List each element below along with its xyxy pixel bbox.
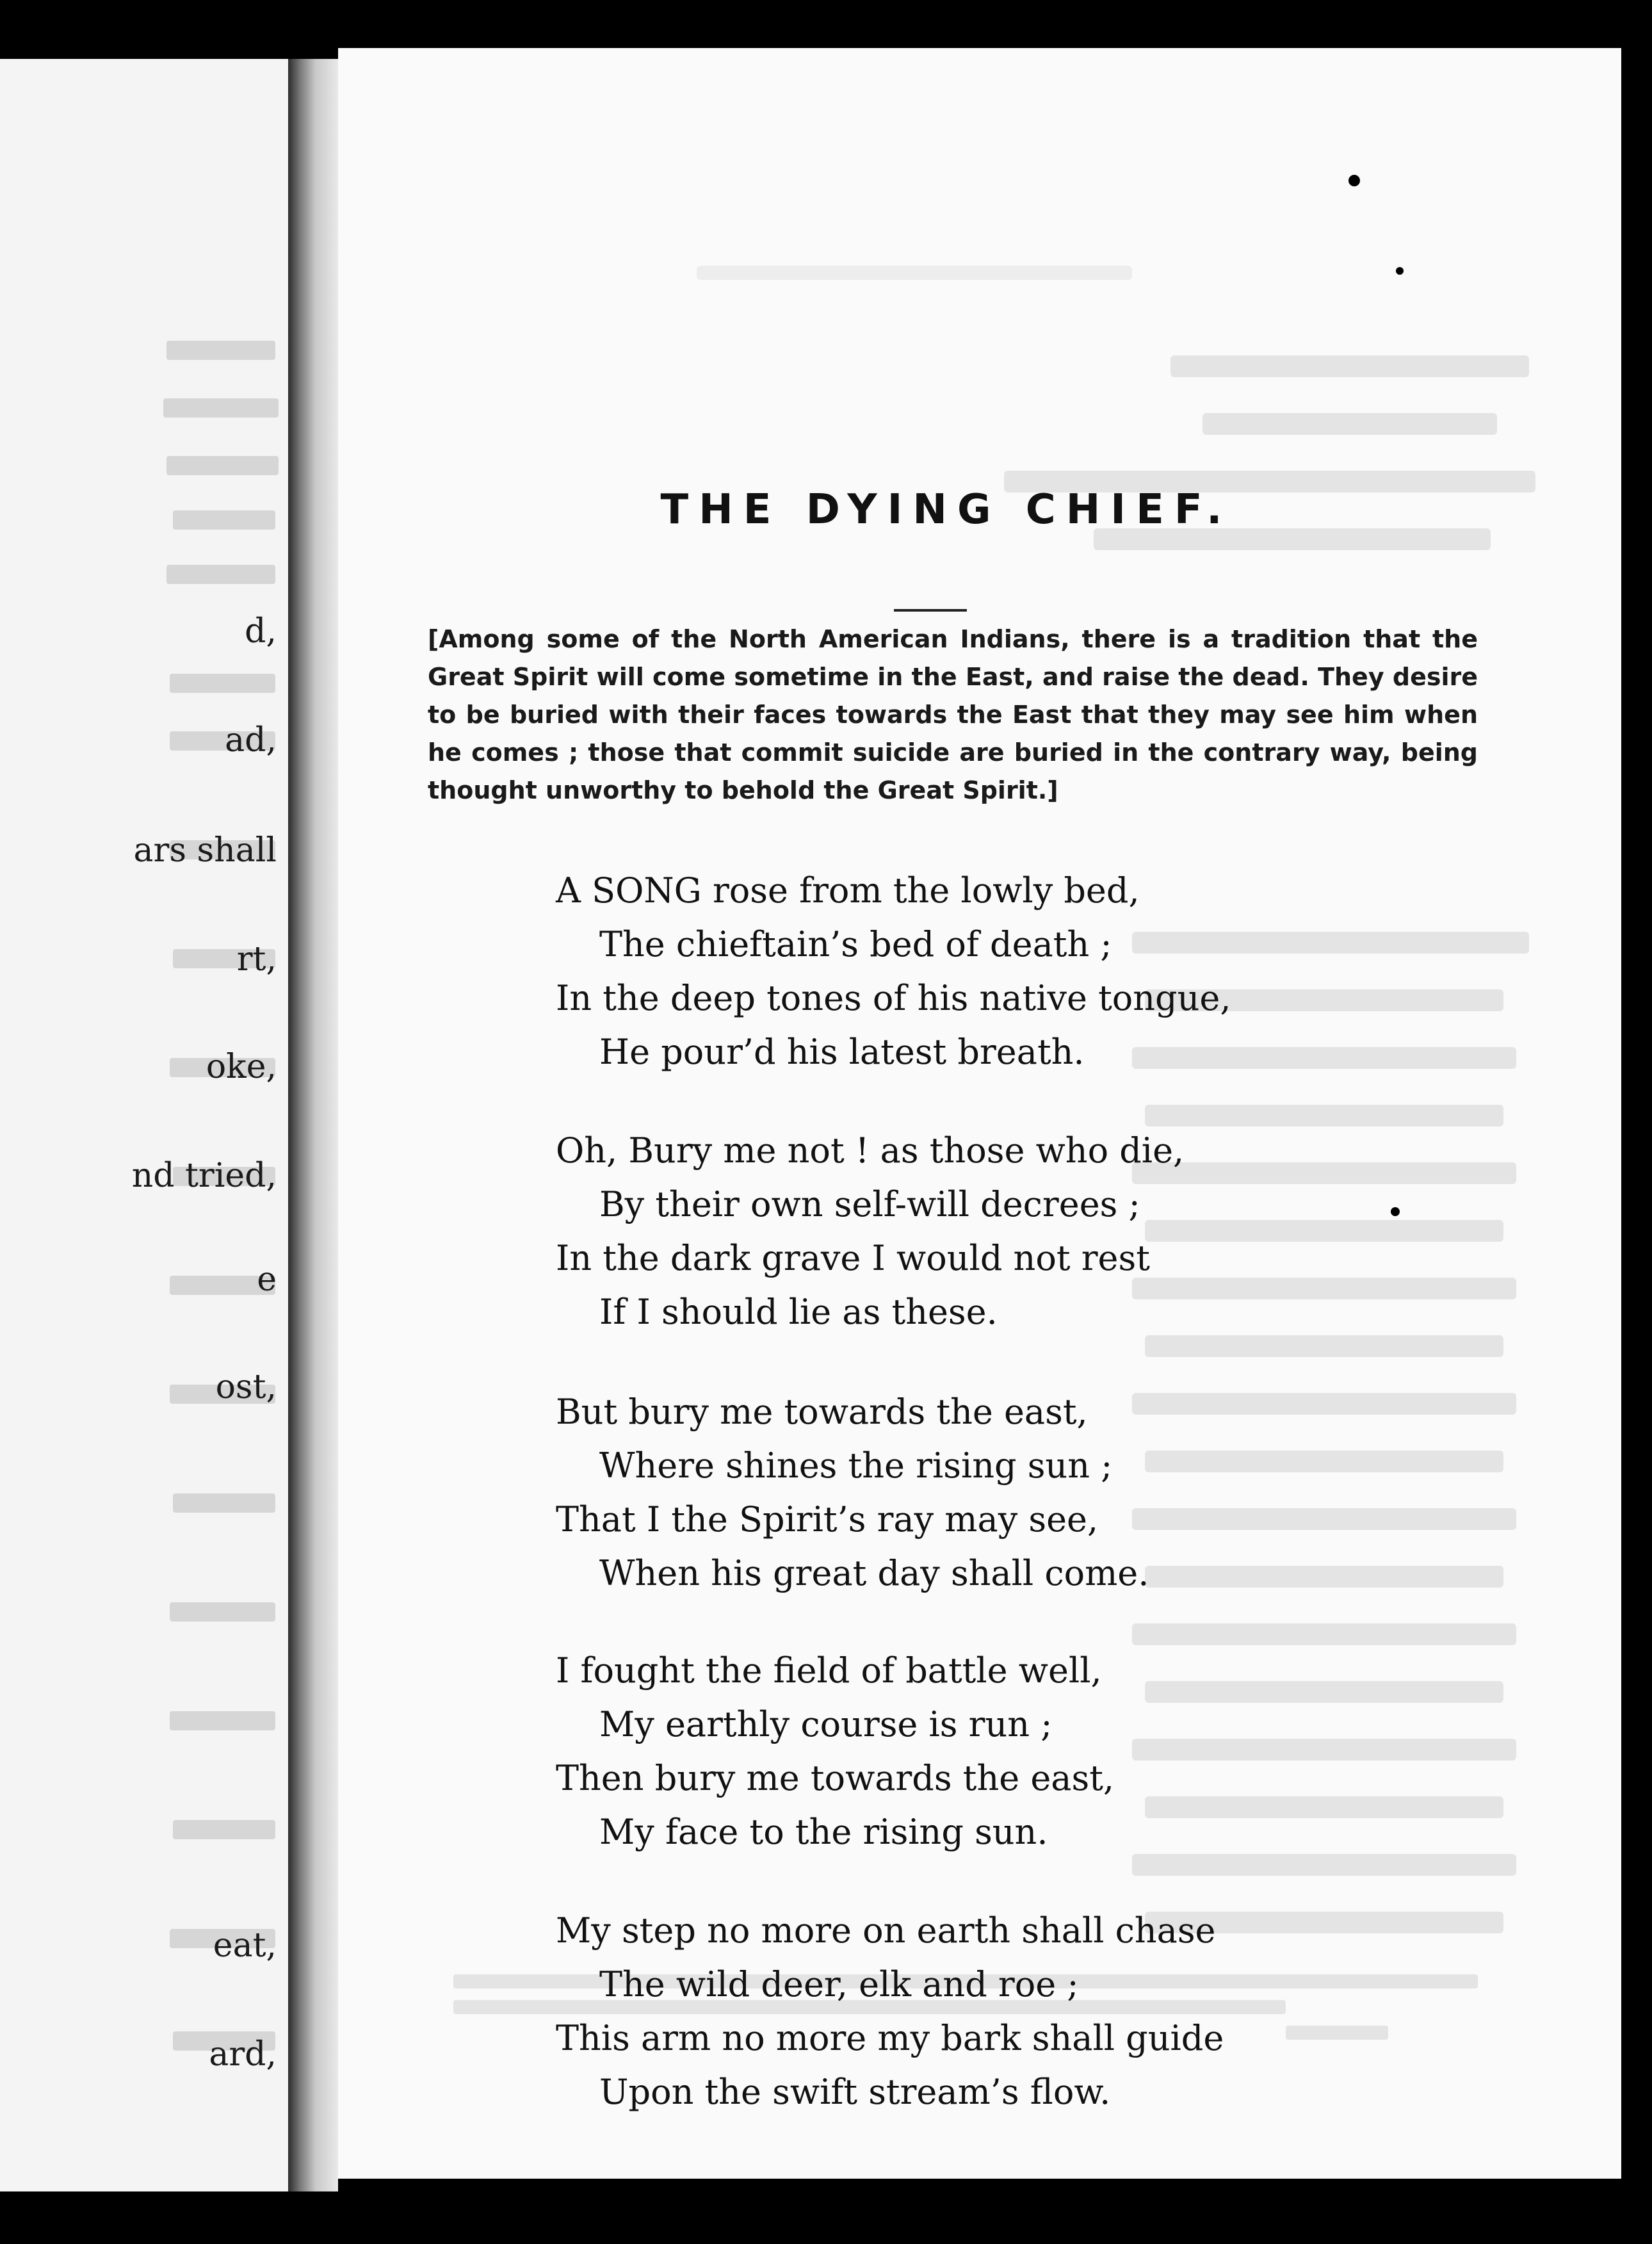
verse-line: That I the Spirit’s ray may see, xyxy=(556,1499,1099,1540)
stanza-4 xyxy=(556,1644,1114,1859)
verse-line: When his great day shall come. xyxy=(599,1553,1149,1593)
stanza-2 xyxy=(556,1124,1184,1339)
stanza-5 xyxy=(556,1904,1224,2119)
verse-line: My face to the rising sun. xyxy=(599,1812,1048,1852)
left-line-fragment: oke, xyxy=(206,1048,277,1086)
verse-line: The wild deer, elk and roe ; xyxy=(599,1964,1079,2004)
verse-line: Where shines the rising sun ; xyxy=(599,1445,1113,1486)
verse-line: Upon the swift stream’s flow. xyxy=(599,2072,1111,2112)
verse-line: The chieftain’s bed of death ; xyxy=(599,924,1112,964)
verse-line: If I should lie as these. xyxy=(599,1292,998,1332)
left-line-fragment: ost, xyxy=(215,1368,277,1406)
verse-line: In the deep tones of his native tongue, xyxy=(556,978,1231,1018)
verse-line: In the dark grave I would not rest xyxy=(556,1238,1150,1278)
drop-phrase: A SONG xyxy=(556,870,702,911)
left-line-fragment: d, xyxy=(245,612,277,651)
ink-speck xyxy=(1348,175,1360,186)
verse-line: By their own self-will decrees ; xyxy=(599,1184,1140,1224)
verse-line: Oh, Bury me not ! as those who die, xyxy=(556,1130,1185,1171)
left-line-fragment: ars shall xyxy=(133,831,277,870)
book-gutter xyxy=(288,59,338,2191)
poem-title: THE DYING CHIEF. xyxy=(660,486,1233,533)
left-line-fragment: ard, xyxy=(209,2035,277,2074)
verse-line: My earthly course is run ; xyxy=(599,1704,1053,1744)
left-line-fragment: e xyxy=(257,1260,277,1299)
left-page xyxy=(0,59,288,2191)
verse-line: A SONG rose from the lowly bed, xyxy=(556,870,1140,911)
verse-line: My step no more on earth shall chase xyxy=(556,1910,1216,1951)
verse-line: I fought the field of battle well, xyxy=(556,1650,1102,1691)
verse-line: But bury me towards the east, xyxy=(556,1392,1088,1432)
left-line-fragment: nd tried, xyxy=(131,1157,277,1195)
stanza-3 xyxy=(556,1385,1149,1600)
verse-line: This arm no more my bark shall guide xyxy=(556,2018,1224,2058)
stanza-1 xyxy=(556,864,1231,1079)
left-line-fragment: rt, xyxy=(236,940,277,979)
headnote: [Among some of the North American Indians, there is a tradition that the Great Spirit will come sometime in the East, and raise the dead. They desire to be buried with their faces towards the East that they may see him when he comes ; those that commit suicide are buried in the contrary way, being thought unworthy to behold the Great Spirit.] xyxy=(428,625,1478,804)
right-page xyxy=(338,48,1621,2179)
ink-speck xyxy=(1396,267,1404,275)
left-line-fragment: ad, xyxy=(225,721,277,760)
verse-line: Then bury me towards the east, xyxy=(556,1758,1115,1798)
left-line-fragment: eat, xyxy=(213,1926,277,1965)
title-rule xyxy=(894,609,967,612)
verse-line: He pour’d his latest breath. xyxy=(599,1032,1085,1072)
left-page-show-through xyxy=(0,59,282,2191)
ink-speck xyxy=(1391,1207,1400,1216)
